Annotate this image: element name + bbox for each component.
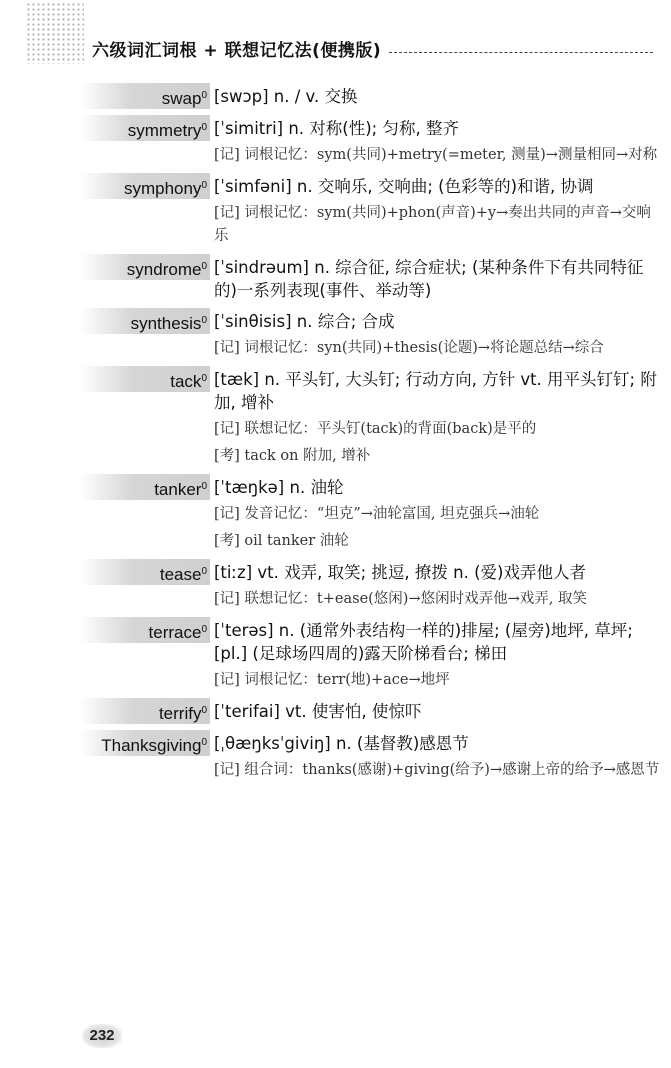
memory-note: [记] 词根记忆：sym(共同)+metry(=meter, 测量)→测量相同→对称 [214,147,658,163]
entry-terrify [80,698,660,724]
headword [80,115,210,141]
page-number: 232 [82,1024,122,1048]
headword-column [80,173,210,199]
definition: [ˈsinθisis] n. 综合; 合成 [214,312,395,331]
headword-text: tease [159,565,202,584]
headword [80,730,210,756]
entry-body [214,698,660,723]
headword-column [80,698,210,724]
headword-mark: 0 [201,180,207,191]
entry-body [214,83,660,108]
entry-terrace [80,617,660,692]
entry-syndrome [80,254,660,302]
entry-synthesis [80,308,660,360]
entry-body [214,254,660,302]
entry-body [214,474,660,553]
headword-column [80,115,210,141]
exam-note: [考] oil tanker 油轮 [214,533,349,549]
headword [80,617,210,643]
headword [80,173,210,199]
entry-tanker [80,474,660,553]
headword-mark: 0 [201,737,207,748]
definition: [swɔp] n. / v. 交换 [214,87,358,106]
entry-thanksgiving [80,730,660,782]
definition: [ˈsimfəni] n. 交响乐, 交响曲; (色彩等的)和谐, 协调 [214,177,594,196]
headword-text: symphony [123,179,202,198]
definition: [ˈsindrəum] n. 综合征, 综合症状; (某种条件下有共同特征的)一系列表现(事件、举动等) [214,258,644,300]
headword-text: syndrome [126,260,202,279]
corner-decoration [26,2,84,64]
memory-note: [记] 联想记忆：t+ease(悠闲)→悠闲时戏弄他→戏弄, 取笑 [214,591,587,607]
headword [80,474,210,500]
headword-mark: 0 [201,90,207,101]
header-rule [389,52,653,53]
entry-body [214,617,660,692]
entry-body [214,173,660,248]
headword [80,559,210,585]
entry-swap [80,83,660,109]
entry-tease [80,559,660,611]
headword [80,254,210,280]
definition: [tiːz] vt. 戏弄, 取笑; 挑逗, 撩拨 n. (爱)戏弄他人者 [214,563,586,582]
headword-mark: 0 [201,122,207,133]
memory-note: [记] 词根记忆：terr(地)+ace→地坪 [214,672,450,688]
headword [80,83,210,109]
headword-mark: 0 [201,481,207,492]
memory-note: [记] 词根记忆：syn(共同)+thesis(论题)→将论题总结→综合 [214,340,604,356]
headword-text: symmetry [127,121,202,140]
headword-text: synthesis [130,314,202,333]
headword-column [80,559,210,585]
memory-note: [记] 词根记忆：sym(共同)+phon(声音)+y→奏出共同的声音→交响乐 [214,205,651,244]
memory-note: [记] 发音记忆：“坦克”→油轮富国, 坦克强兵→油轮 [214,506,540,522]
exam-note: [考] tack on 附加, 增补 [214,448,371,464]
headword-text: terrify [158,704,202,723]
definition: [ˈterəs] n. (通常外表结构一样的)排屋; (屋旁)地坪, 草坪; [pl.] (足球场四周的)露天阶梯看台; 梯田 [214,621,633,663]
entry-symmetry [80,115,660,167]
headword-mark: 0 [201,373,207,384]
header-title: 六级词汇词根 + 联想记忆法(便携版) [92,40,382,61]
entry-body [214,308,660,360]
headword-column [80,474,210,500]
headword-text: Thanksgiving [101,736,202,755]
memory-note: [记] 联想记忆：平头钉(tack)的背面(back)是平的 [214,421,537,437]
entry-body [214,730,660,782]
headword-mark: 0 [201,705,207,716]
entry-symphony [80,173,660,248]
definition: [ˈterifai] vt. 使害怕, 使惊吓 [214,702,422,721]
headword-mark: 0 [201,624,207,635]
entry-body [214,115,660,167]
entry-list [80,83,660,788]
headword-text: terrace [148,623,202,642]
headword-column [80,366,210,392]
entry-tack [80,366,660,468]
definition: [tæk] n. 平头钉, 大头钉; 行动方向, 方针 vt. 用平头钉钉; 附加, 增补 [214,370,657,412]
headword-column [80,308,210,334]
headword-column [80,617,210,643]
definition: [ˌθæŋksˈgiviŋ] n. (基督教)感恩节 [214,734,469,753]
headword-text: swap [161,89,202,108]
entry-body [214,366,660,468]
page-header [92,36,653,60]
headword-text: tack [170,372,202,391]
definition: [ˈsimitri] n. 对称(性); 匀称, 整齐 [214,119,459,138]
headword [80,698,210,724]
headword-mark: 0 [201,315,207,326]
memory-note: [记] 组合词：thanks(感谢)+giving(给予)→感谢上帝的给予→感恩节 [214,762,660,778]
headword-mark: 0 [201,566,207,577]
headword-column [80,254,210,280]
entry-body [214,559,660,611]
headword-text: tanker [154,480,202,499]
headword-mark: 0 [201,261,207,272]
headword [80,308,210,334]
headword-column [80,83,210,109]
definition: [ˈtæŋkə] n. 油轮 [214,478,344,497]
headword [80,366,210,392]
headword-column [80,730,210,756]
